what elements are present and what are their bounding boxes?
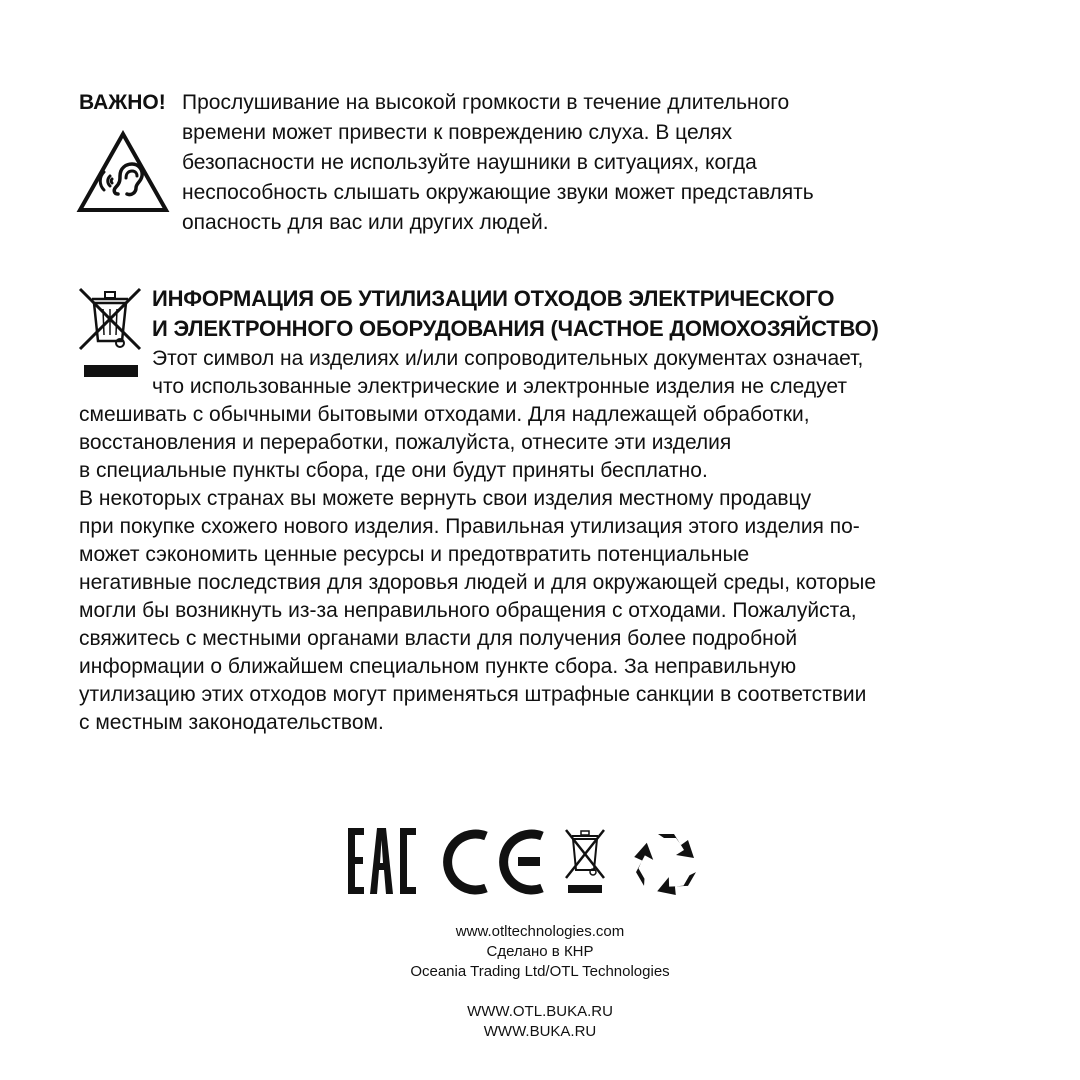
weee-line: в специальные пункты сбора, где они будут приняты бесплатно. — [79, 459, 708, 482]
weee-line: восстановления и переработки, пожалуйста, отнесите эти изделия — [79, 431, 732, 454]
weee-line: информации о ближайшем специальном пункте сбора. За неправильную — [79, 655, 797, 678]
warning-line: Прослушивание на высокой громкости в течение длительного — [182, 91, 790, 114]
warning-line: безопасности не используйте наушники в ситуациях, когда — [182, 151, 757, 174]
footer-made-in: Сделано в КНР — [486, 943, 594, 960]
weee-line: могли бы возникнуть из-за неправильного обращения с отходами. Пожалуйста, — [79, 599, 857, 622]
warning-line: неспособность слышать окружающие звуки может представлять — [182, 181, 814, 204]
ce-mark-icon — [448, 834, 542, 890]
warning-line: опасность для вас или других людей. — [182, 211, 549, 234]
weee-line: при покупке схожего нового изделия. Правильная утилизация этого изделия по- — [79, 515, 860, 538]
weee-line: может сэкономить ценные ресурсы и предотвратить потенциальные — [79, 543, 750, 566]
weee-line: Этот символ на изделиях и/или сопроводительных документах означает, — [152, 347, 864, 370]
footer-urls — [0, 1002, 1080, 1042]
footer-url: WWW.OTL.BUKA.RU — [467, 1003, 613, 1020]
weee-bin-icon — [566, 830, 604, 893]
warning-line: времени может привести к повреждению слуха. В целях — [182, 121, 733, 144]
weee-title-line: И ЭЛЕКТРОННОГО ОБОРУДОВАНИЯ (ЧАСТНОЕ ДОМОХОЗЯЙСТВО) — [152, 316, 879, 341]
warning-text — [182, 88, 814, 238]
weee-line: свяжитесь с местными органами власти для получения более подробной — [79, 627, 798, 650]
weee-line: негативные последствия для здоровья людей и для окружающей среды, которые — [79, 571, 877, 594]
weee-title-line: ИНФОРМАЦИЯ ОБ УТИЛИЗАЦИИ ОТХОДОВ ЭЛЕКТРИЧЕСКОГО — [152, 286, 835, 311]
certification-marks — [346, 826, 706, 898]
footer — [0, 922, 1080, 982]
warning-label: ВАЖНО! — [79, 91, 166, 114]
footer-url: WWW.BUKA.RU — [483, 1023, 597, 1040]
footer-website: www.otltechnologies.com — [455, 923, 625, 940]
weee-line: с местным законодательством. — [79, 711, 384, 734]
weee-line: утилизацию этих отходов могут применяться штрафные санкции в соответствии — [79, 683, 867, 706]
footer-company: Oceania Trading Ltd/OTL Technologies — [410, 963, 670, 980]
eac-mark-icon — [348, 828, 416, 894]
weee-title — [152, 284, 879, 344]
weee-line: что использованные электрические и электронные изделия не следует — [152, 375, 847, 398]
weee-body-text — [79, 401, 876, 737]
recycle-icon — [626, 834, 696, 898]
hearing-damage-warning-icon — [76, 130, 170, 214]
weee-line: смешивать с обычными бытовыми отходами. Для надлежащей обработки, — [79, 403, 810, 426]
weee-intro-text — [152, 345, 863, 401]
crossed-out-wheelie-bin-icon — [78, 285, 144, 381]
weee-line: В некоторых странах вы можете вернуть свои изделия местному продавцу — [79, 487, 812, 510]
